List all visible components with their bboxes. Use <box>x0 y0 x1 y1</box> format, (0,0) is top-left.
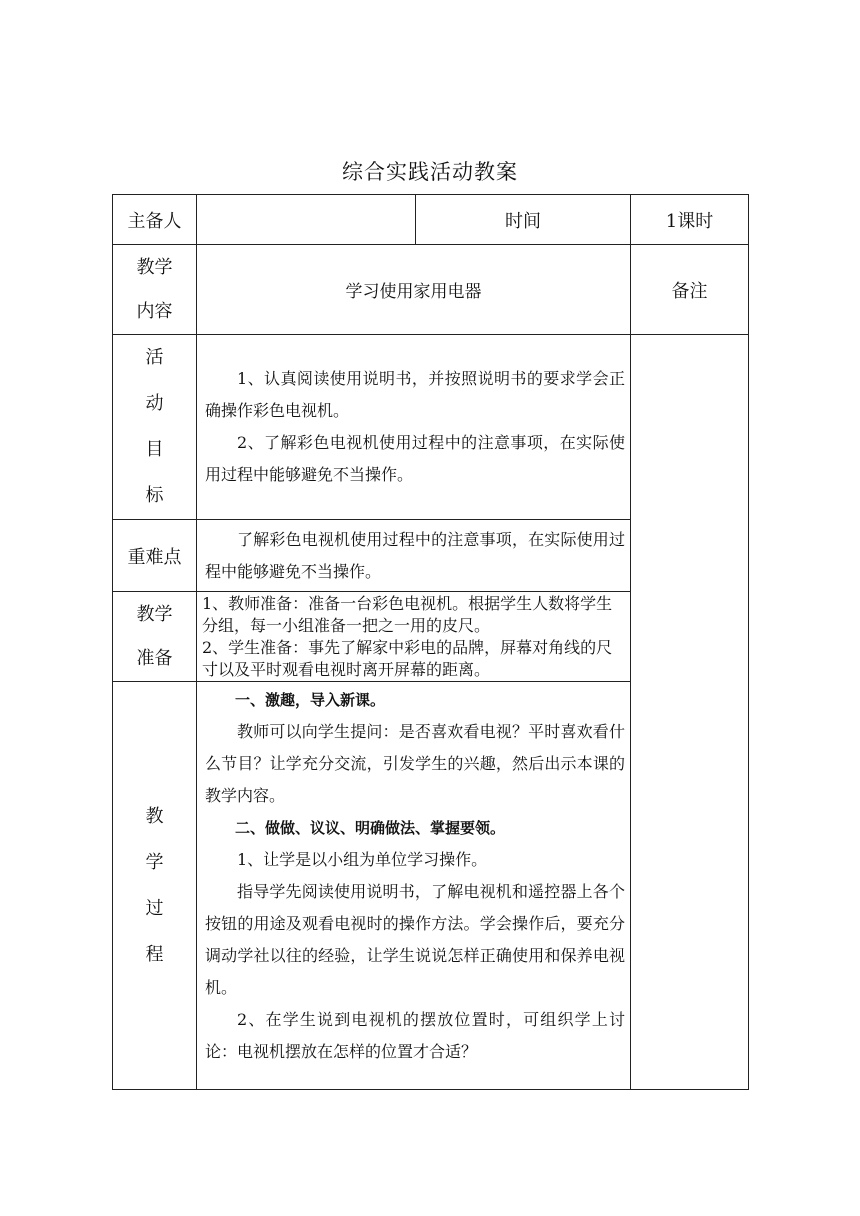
process-label-char: 过 <box>145 897 164 919</box>
process-label-char: 程 <box>145 943 164 965</box>
preparation-item: 1、教师准备：准备一台彩色电视机。根据学生人数将学生分组，每一小组准备一把之一用的皮尺。 <box>202 593 613 635</box>
process-label-char: 教 <box>145 805 164 827</box>
goal-item: 1、认真阅读使用说明书，并按照说明书的要求学会正确操作彩色电视机。 <box>205 369 625 420</box>
preparation-item: 2、学生准备：事先了解家中彩电的品牌，屏幕对角线的尺寸以及平时观看电视时离开屏幕的距离。 <box>202 637 613 679</box>
goals-label-char: 标 <box>145 485 164 506</box>
page-title: 综合实践活动教案 <box>342 160 518 184</box>
preparation-label <box>113 592 197 682</box>
preparation-content <box>197 592 631 682</box>
preparer-value <box>197 195 416 245</box>
goals-label-char: 活 <box>145 347 164 368</box>
preparation-label-line2: 准备 <box>136 647 173 669</box>
notes-label: 备注 <box>631 245 749 335</box>
goals-row <box>113 335 749 520</box>
process-paragraph: 2、在学生说到电视机的摆放位置时，可组织学上讨论：电视机摆放在怎样的位置才合适？ <box>205 1010 625 1061</box>
process-paragraph: 教师可以向学生提问：是否喜欢看电视？平时喜欢看什么节目？让学充分交流，引发学生的兴趣，然后出示本课的教学内容。 <box>205 722 625 805</box>
preparation-label-line1: 教学 <box>136 603 173 625</box>
process-content <box>197 682 631 1090</box>
process-section-heading: 一、激趣，导入新课。 <box>235 691 386 709</box>
notes-column <box>631 335 749 1090</box>
content-label-line2: 内容 <box>136 300 173 322</box>
key-points-content <box>197 520 631 592</box>
process-section-heading: 二、做做、议议、明确做法、掌握要领。 <box>235 819 506 837</box>
header-row <box>113 195 749 245</box>
lesson-topic: 学习使用家用电器 <box>197 245 631 335</box>
process-paragraph: 1、让学是以小组为单位学习操作。 <box>237 850 488 869</box>
content-label-line1: 教学 <box>136 256 173 278</box>
time-value: 1课时 <box>631 195 749 245</box>
goals-content <box>197 335 631 520</box>
key-points-label: 重难点 <box>113 520 197 592</box>
content-row <box>113 245 749 335</box>
time-label: 时间 <box>416 195 631 245</box>
process-label <box>113 682 197 1090</box>
process-paragraph: 指导学先阅读使用说明书，了解电视机和遥控器上各个按钮的用途及观看电视时的操作方法。学会操作后，要充分调动学社以往的经验，让学生说说怎样正确使用和保养电视机。 <box>205 882 625 997</box>
key-points-text: 了解彩色电视机使用过程中的注意事项，在实际使用过程中能够避免不当操作。 <box>205 529 625 581</box>
goals-label <box>113 335 197 520</box>
goals-label-char: 动 <box>145 393 164 414</box>
goal-item: 2、了解彩色电视机使用过程中的注意事项，在实际使用过程中能够避免不当操作。 <box>205 433 625 484</box>
preparer-label: 主备人 <box>113 195 197 245</box>
process-label-char: 学 <box>145 851 164 873</box>
content-label <box>113 245 197 335</box>
lesson-plan-table <box>112 194 749 1090</box>
goals-label-char: 目 <box>145 439 164 460</box>
